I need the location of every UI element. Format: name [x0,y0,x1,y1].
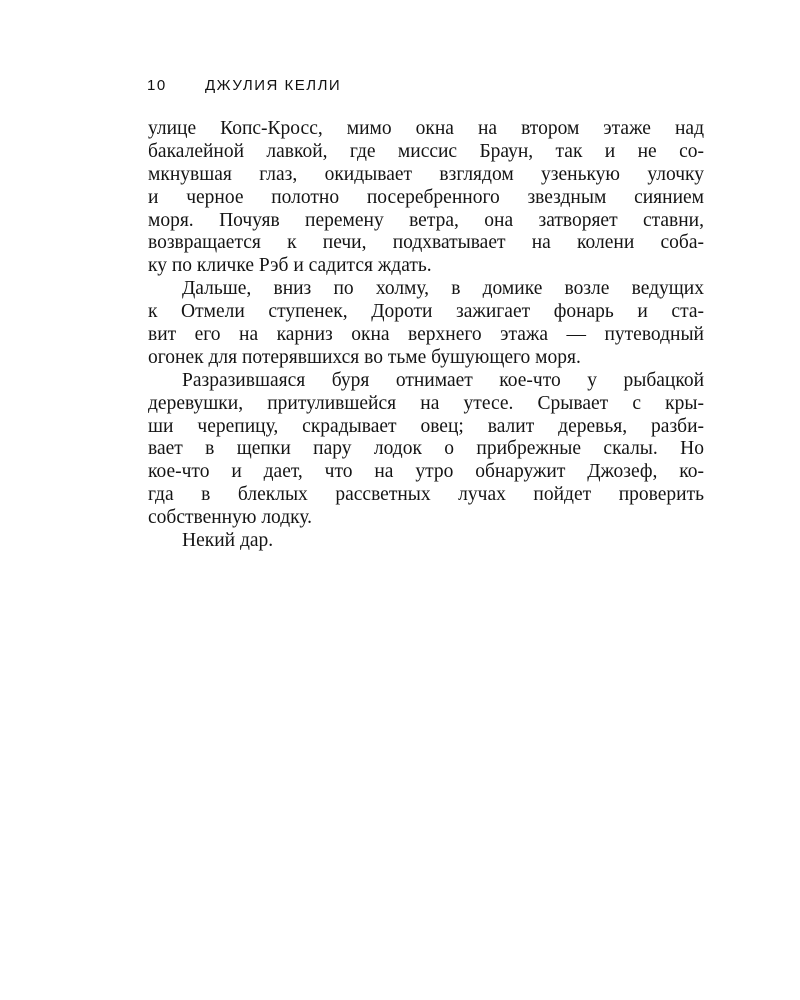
text-line: гда в блеклых рассветных лучах пойдет проверить [148,484,704,506]
page-header [147,77,707,99]
text-line: улице Копс-Кросс, мимо окна на втором этаже над [148,118,704,139]
page-number: 10 [147,77,167,94]
paragraph-3 [148,370,704,530]
text-line: кое-что и дает, что на утро обнаружит Джозеф, ко- [148,461,704,483]
text-line: мкнувшая глаз, окидывает взглядом узенькую улочку [148,163,704,185]
paragraph-2 [148,278,704,370]
running-title: ДЖУЛИЯ КЕЛЛИ [205,77,342,94]
text-line: к Отмели ступенек, Дороти зажигает фонарь и ста- [148,301,704,323]
text-line: бакалейной лавкой, где миссис Браун, так и не со- [148,140,704,162]
body-text [148,118,704,553]
paragraph-1 [148,118,704,278]
text-line: вит его на карниз окна верхнего этажа — путеводный [148,324,704,346]
text-line: собственную лодку. [148,507,313,529]
text-line: Некий дар. [182,530,274,552]
text-line: ку по кличке Рэб и садится ждать. [148,255,432,277]
text-line: моря. Почуяв перемену ветра, она затворяет ставни, [148,209,704,231]
text-line: огонек для потерявшихся во тьме бушующего моря. [148,346,581,368]
text-line: вает в щепки пару лодок о прибрежные скалы. Но [148,438,704,460]
text-line: деревушки, притулившейся на утесе. Срывает с кры- [148,392,704,414]
paragraph-4 [148,530,704,553]
text-line: и черное полотно посеребренного звездным сиянием [148,186,704,208]
text-line: Разразившаяся буря отнимает кое-что у рыбацкой [182,369,704,391]
text-line: Дальше, вниз по холму, в домике возле ведущих [182,278,704,300]
text-line: ши черепицу, скрадывает овец; валит деревья, разби- [148,415,704,437]
text-line: возвращается к печи, подхватывает на колени соба- [148,232,704,254]
